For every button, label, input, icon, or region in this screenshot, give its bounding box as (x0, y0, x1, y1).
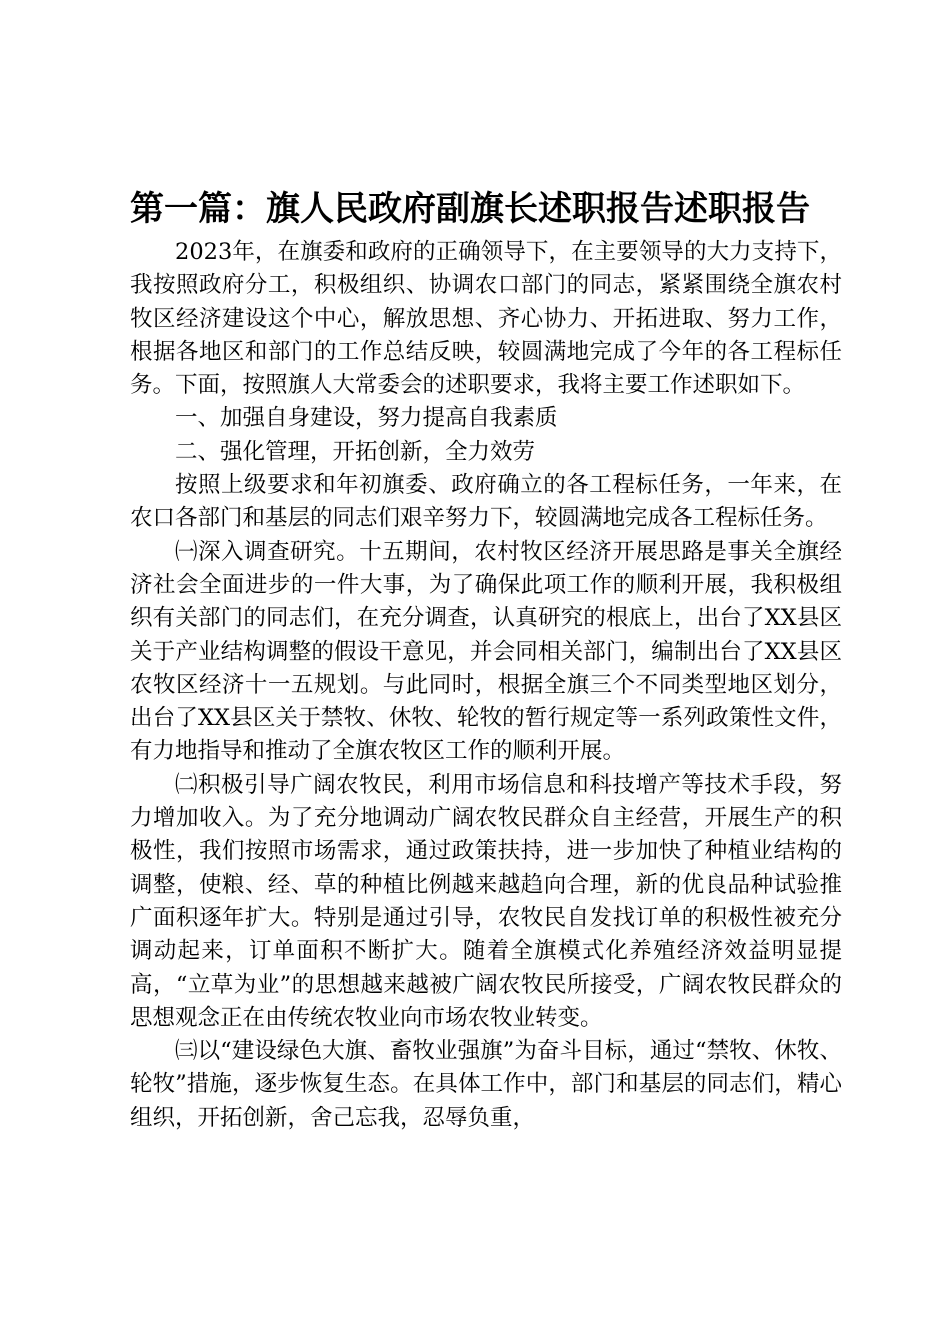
intro-paragraph: 2023年，在旗委和政府的正确领导下，在主要领导的大力支持下，我按照政府分工，积极组织、协调农口部门的同志，紧紧围绕全旗农村牧区经济建设这个中心，解放思想、齐心协力、开拓进取、努力工作，根据各地区和部门的工作总结反映，较圆满地完成了今年的各工程标任务。下面，按照旗人大常委会的述职要求，我将主要工作述职如下。 (130, 239, 842, 399)
section-heading-2: 二、强化管理，开拓创新，全力效劳 (175, 438, 536, 465)
body-paragraph: ㈠深入调查研究。十五期间，农村牧区经济开展思路是事关全旗经济社会全面进步的一件大事，为了确保此项工作的顺利开展，我积极组织有关部门的同志们，在充分调查，认真研究的根底上，出台了XX县区关于产业结构调整的假设干意见，并会同相关部门，编制出台了XX县区农牧区经济十一五规划。与此同时，根据全旗三个不同类型地区划分，出台了XX县区关于禁牧、休牧、轮牧的暂行规定等一系列政策性文件，有力地指导和推动了全旗农牧区工作的顺利开展。 (130, 538, 842, 765)
body-paragraph: ㈢以“建设绿色大旗、畜牧业强旗”为奋斗目标，通过“禁牧、休牧、轮牧”措施，逐步恢复生态。在具体工作中，部门和基层的同志们，精心组织，开拓创新，舍己忘我，忍辱负重， (130, 1038, 842, 1131)
document-title: 第一篇：旗人民政府副旗长述职报告述职报告 (130, 189, 810, 229)
body-paragraph: ㈡积极引导广阔农牧民，利用市场信息和科技增产等技术手段，努力增加收入。为了充分地调动广阔农牧民群众自主经营，开展生产的积极性，我们按照市场需求，通过政策扶持，进一步加快了种植业结构的调整，使粮、经、草的种植比例越来越趋向合理，新的优良品种试验推广面积逐年扩大。特别是通过引导，农牧民自发找订单的积极性被充分调动起来，订单面积不断扩大。随着全旗模式化养殖经济效益明显提高，“立草为业”的思想越来越被广阔农牧民所接受，广阔农牧民群众的思想观念正在由传统农牧业向市场农牧业转变。 (130, 771, 842, 1031)
section-heading-1: 一、加强自身建设，努力提高自我素质 (175, 405, 558, 432)
body-paragraph: 按照上级要求和年初旗委、政府确立的各工程标任务，一年来，在农口各部门和基层的同志们艰辛努力下，较圆满地完成各工程标任务。 (130, 472, 842, 532)
document-body (130, 236, 842, 1135)
